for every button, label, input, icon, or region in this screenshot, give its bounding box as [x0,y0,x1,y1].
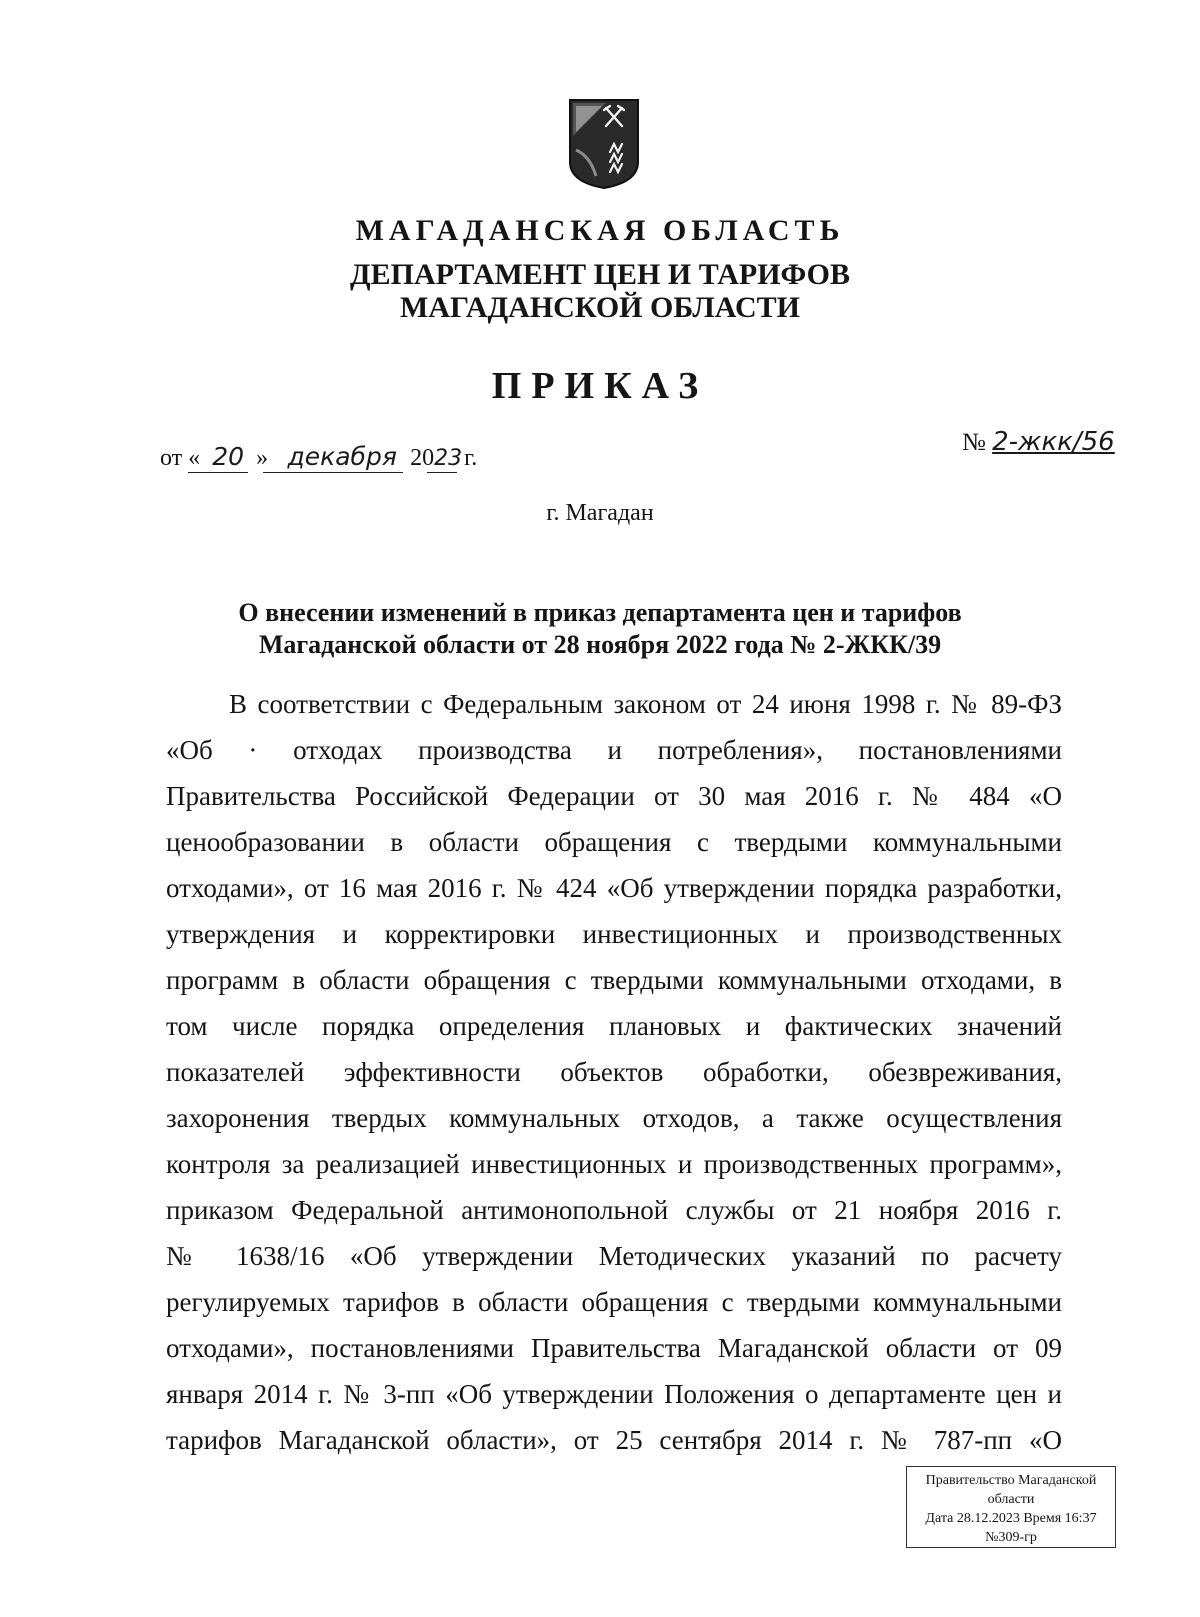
body-line: Правительства Российской Федерации от 30 мая 2016 г. № 484 «О [166,781,1062,811]
body-line: отходами», постановлениями Правительства Магаданской области от 09 [166,1333,1062,1363]
body-line: января 2014 г. № 3-пп «Об утверждении Положения о департаменте цен и [166,1379,1062,1409]
number-label: № [962,429,986,456]
body-line: регулируемых тарифов в области обращения с твердыми коммунальными [166,1287,1062,1317]
date-quote-close: » [256,445,269,471]
body-line: контроля за реализацией инвестиционных и производственных программ», [166,1149,1062,1179]
order-date [160,442,477,472]
day-underline [188,472,248,473]
document-type-title: ПРИКАЗ [491,365,709,407]
date-year-suffix-label: г. [464,445,478,471]
date-day-handwritten: 20 [212,442,245,471]
city-name: г. Магадан [546,500,654,526]
department-name-line1: ДЕПАРТАМЕНТ ЦЕН И ТАРИФОВ [349,258,851,291]
subject-line2: Магаданской области от 28 ноября 2022 года № 2-ЖКК/39 [258,630,942,659]
body-line: захоронения твердых коммунальных отходов, а также осуществления [166,1103,1062,1133]
stamp-line: Правительство Магаданской [925,1473,1097,1488]
date-month-handwritten: декабря [287,442,397,471]
subject-line1: О внесении изменений в приказ департамента цен и тарифов [238,598,962,627]
date-prefix: от « [160,445,201,471]
order-number [962,427,1115,457]
body-line: тарифов Магаданской области», от 25 сентября 2014 г. № 787-пп «О [166,1425,1062,1455]
year-underline [427,472,457,473]
body-line: показателей эффективности объектов обработки, обезвреживания, [166,1057,1062,1087]
month-underline [263,472,403,473]
department-name-line2: МАГАДАНСКОЙ ОБЛАСТИ [400,291,800,324]
coat-of-arms-icon [566,96,642,190]
body-line: ценообразовании в области обращения с твердыми коммунальными [166,827,1062,857]
date-year-prefix: 20 [410,445,435,471]
number-handwritten: 2-жкк/56 [992,427,1115,457]
body-line: приказом Федеральной антимонопольной службы от 21 ноября 2016 г. [166,1195,1062,1225]
stamp-line: №309-гр [985,1530,1037,1545]
region-title: МАГАДАНСКАЯ ОБЛАСТЬ [355,214,845,247]
body-line: В соответствии с Федеральным законом от 24 июня 1998 г. № 89-ФЗ [229,689,1062,719]
date-year-suffix-handwritten: 23 [434,446,463,471]
registration-stamp [906,1466,1116,1548]
body-line: утверждения и корректировки инвестиционных и производственных [166,919,1062,949]
stamp-line: области [987,1492,1035,1507]
body-line: № 1638/16 «Об утверждении Методических указаний по расчету [166,1241,1062,1271]
stamp-line: Дата 28.12.2023 Время 16:37 [925,1511,1097,1526]
body-line: программ в области обращения с твердыми коммунальными отходами, в [166,965,1062,995]
body-line: «Об · отходах производства и потребления», постановлениями [166,735,1062,765]
body-line: отходами», от 16 мая 2016 г. № 424 «Об утверждении порядка разработки, [166,873,1062,903]
body-line: том числе порядка определения плановых и фактических значений [166,1011,1062,1041]
